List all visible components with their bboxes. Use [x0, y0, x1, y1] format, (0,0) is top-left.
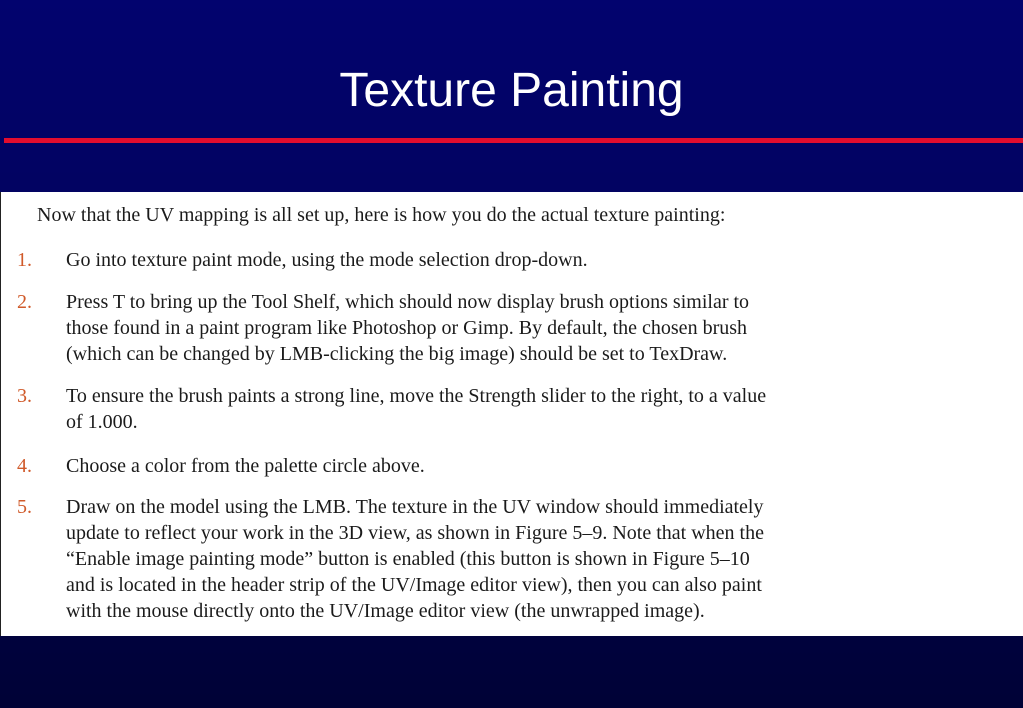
step-number: 3. [17, 385, 32, 407]
step-line: of 1.000. [66, 411, 138, 433]
step-line: Press T to bring up the Tool Shelf, which should now display brush options similar to [66, 291, 750, 313]
step-number: 5. [17, 496, 32, 518]
title-divider [4, 138, 1023, 143]
slide-title: Texture Painting [339, 64, 684, 117]
step-number: 4. [17, 455, 32, 477]
step-line: Go into texture paint mode, using the mode selection drop-down. [66, 249, 588, 271]
step-number: 1. [17, 249, 32, 271]
step-line: update to reflect your work in the 3D view, as shown in Figure 5–9. Note that when the [66, 522, 764, 544]
step-text [66, 289, 1023, 367]
step-line: with the mouse directly onto the UV/Image editor view (the unwrapped image). [66, 600, 705, 622]
step-line: To ensure the brush paints a strong line, move the Strength slider to the right, to a value [66, 385, 767, 407]
step-line: Draw on the model using the LMB. The texture in the UV window should immediately [66, 496, 764, 518]
document-excerpt [0, 192, 1023, 636]
step-line: (which can be changed by LMB-clicking the big image) should be set to TexDraw. [66, 343, 728, 365]
step-text [66, 383, 1023, 435]
step-text [66, 453, 1023, 479]
step-line: Choose a color from the palette circle above. [66, 455, 425, 477]
step-text [66, 247, 1023, 273]
step-line: and is located in the header strip of the UV/Image editor view), then you can also paint [66, 574, 762, 596]
step-number: 2. [17, 291, 32, 313]
intro-text: Now that the UV mapping is all set up, here is how you do the actual texture painting: [37, 204, 726, 226]
step-line: “Enable image painting mode” button is enabled (this button is shown in Figure 5–10 [66, 548, 750, 570]
step-text [66, 494, 1023, 624]
step-line: those found in a paint program like Photoshop or Gimp. By default, the chosen brush [66, 317, 748, 339]
